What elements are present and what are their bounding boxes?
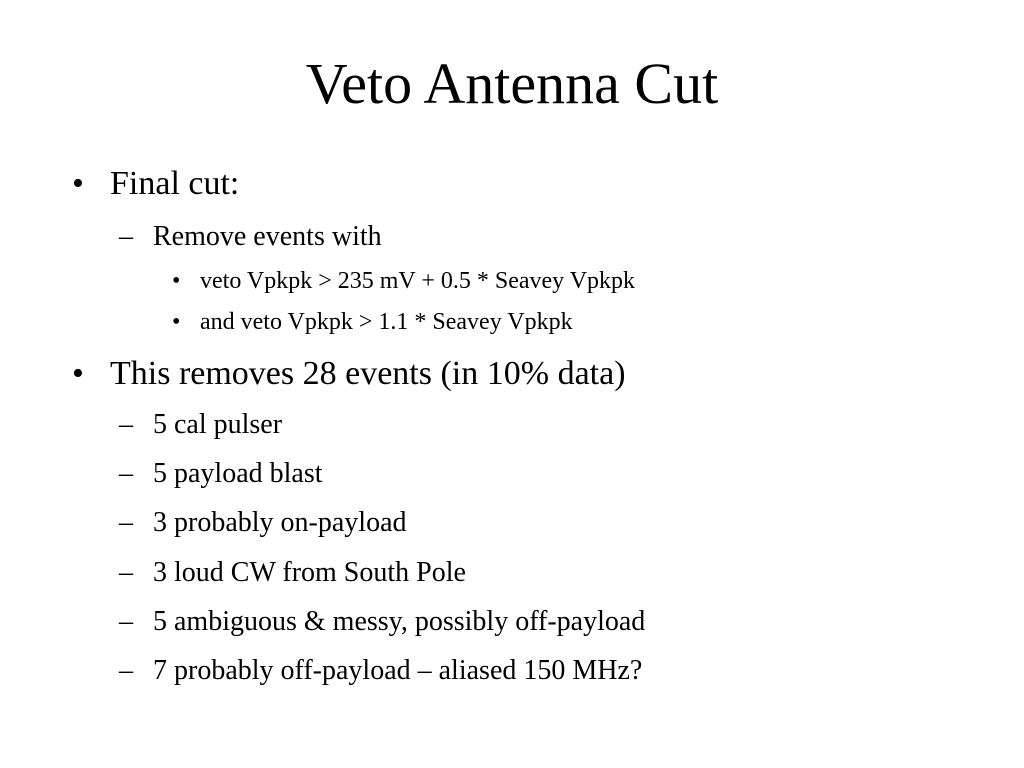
- dash-marker: –: [119, 655, 133, 686]
- slide-title: Veto Antenna Cut: [305, 51, 719, 116]
- sub-sub-item-veto-condition: [172, 266, 772, 296]
- dash-marker: –: [119, 507, 133, 538]
- dash-marker: –: [119, 458, 133, 489]
- sub-item-on-payload: [119, 506, 719, 540]
- bullet-marker: •: [172, 268, 181, 294]
- dash-marker: –: [119, 557, 133, 588]
- sub-item-ambiguous: [119, 605, 819, 639]
- bullet-marker: •: [72, 355, 84, 392]
- bullet-text: This removes 28 events (in 10% data): [110, 355, 626, 392]
- bullet-item-removes-events: [72, 354, 772, 394]
- dash-marker: –: [119, 606, 133, 637]
- sub-item-off-payload: [119, 654, 819, 688]
- sub-item-loud-cw: [119, 556, 719, 590]
- sub-item-text: 5 payload blast: [153, 458, 323, 489]
- sub-item-remove-events: [119, 220, 619, 254]
- sub-item-text: 3 loud CW from South Pole: [153, 557, 466, 588]
- sub-item-text: Remove events with: [153, 221, 382, 252]
- sub-sub-item-text: and veto Vpkpk > 1.1 * Seavey Vpkpk: [200, 309, 573, 335]
- sub-item-text: 5 ambiguous & messy, possibly off-payload: [153, 606, 646, 637]
- sub-sub-item-ratio-condition: [172, 307, 772, 337]
- sub-item-text: 3 probably on-payload: [153, 507, 407, 538]
- sub-item-text: 7 probably off-payload – aliased 150 MHz?: [153, 655, 643, 686]
- bullet-marker: •: [172, 309, 181, 335]
- dash-marker: –: [119, 409, 133, 440]
- bullet-item-final-cut: [72, 164, 472, 204]
- sub-item-text: 5 cal pulser: [153, 409, 283, 440]
- bullet-text: Final cut:: [110, 165, 240, 202]
- bullet-marker: •: [72, 165, 84, 202]
- sub-item-payload-blast: [119, 457, 719, 491]
- dash-marker: –: [119, 221, 133, 252]
- sub-item-cal-pulser: [119, 408, 719, 442]
- sub-sub-item-text: veto Vpkpk > 235 mV + 0.5 * Seavey Vpkpk: [200, 268, 636, 294]
